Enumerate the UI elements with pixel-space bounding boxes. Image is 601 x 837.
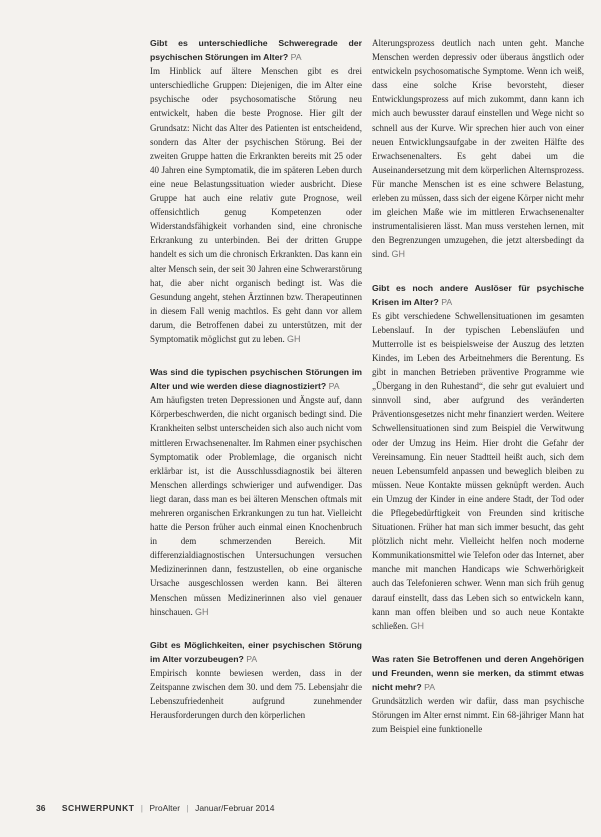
separator: |	[186, 803, 189, 813]
qa-section	[372, 36, 584, 262]
signature-tag: GH	[391, 249, 406, 260]
question-heading: Gibt es noch andere Auslöser für psychische Krisen im Alter?	[372, 282, 584, 307]
qa-section	[150, 365, 362, 619]
page-footer	[36, 803, 576, 813]
answer-body: Grundsätzlich werden wir dafür, dass man psychische Störungen im Alter ernst nimmt. Ein 68-jähriger Mann hat zum Beispiel eine funktionelle	[372, 696, 584, 735]
signature-tag: GH	[287, 333, 301, 344]
separator: |	[140, 803, 143, 813]
answer-body: Im Hinblick auf ältere Menschen gibt es drei unterschiedliche Gruppen: Diejenigen, die im Alter eine psychische oder psychosomatische Störung neu entwickelt, haben die beste Prognose. Hier gilt der Grundsatz: Nicht das Alter des Patienten ist entscheidend, sondern das Alter der psychischen Störung. Bei der zweiten Gruppe hatten die Erkrankten bereits mit 25 oder 40 Jahren eine Symptomatik, die im späteren Leben durch eine neue Belastungssituation wieder ausbricht. Diese Gruppe hat auch eine relativ gute Prognose, weil offensichtlich genug Kompetenzen oder Widerstandsfähigkeit vorhanden sind, eine chronische Erkrankung zu unterbinden. Bei der dritten Gruppe handelt es sich um die chronisch Erkrankten. Das kann ein alter Mensch sein, der seit 30 Jahren eine Schwerarstörung hat, die aber nicht organisch bedingt ist. Was die Gesundung angeht, stehen Ärztinnen bzw. Therapeutinnen in diesem Fall wenig machtlos. Es geht dann vor allem darum, die Betroffenen dabei zu unterstützen, mit der Symptomatik möglichst gut zu leben.	[150, 66, 362, 344]
qa-section	[150, 36, 362, 346]
author-tag: PA	[441, 296, 453, 307]
author-tag: PA	[246, 653, 258, 664]
qa-section	[372, 652, 584, 737]
left-column	[150, 36, 362, 741]
author-tag: PA	[424, 682, 436, 693]
qa-section	[150, 638, 362, 723]
signature-tag: GH	[195, 606, 209, 617]
question-heading: Gibt es unterschiedliche Schweregrade der psychischen Störungen im Alter?	[150, 38, 362, 63]
qa-section	[372, 281, 584, 633]
question-heading: Was sind die typischen psychischen Störungen im Alter und wie werden diese diagnostiziert?	[150, 367, 362, 392]
author-tag: PA	[290, 52, 302, 63]
signature-tag: GH	[410, 620, 424, 631]
answer-body: Alterungsprozess deutlich nach unten geht. Manche Menschen werden depressiv oder überaus ängstlich oder entwickeln psychosomatische Symptome. Wenn ich weiß, dass eine solche Krise bevorsteht, dieser Entwicklungsprozess auf mich zukommt, dann kann ich mich auch bewusster darauf einstellen und Wege nicht so schnell aus der Kurve. Wir sprechen hier auch von einer neuen Entwicklungsaufgabe in der zweiten Hälfte des Erwachsenenalters. Es geht dabei um die Auseinandersetzung mit dem körperlichen Alternsprozess. Für manche Menschen ist es eine schwere Belastung, erleben zu müssen, dass sich der eigene Körper nicht mehr im gleichen Maße wie im mittleren Erwachsenenalter instrumentalisieren lässt. Man muss verstehen lernen, mit den Begrenzungen umzugehen, die jetzt altersbedingt da sind.	[372, 38, 584, 260]
magazine-name: ProAlter	[149, 803, 181, 813]
section-label: SCHWERPUNKT	[61, 803, 135, 813]
answer-body: Empirisch konnte bewiesen werden, dass in der Zeitspanne zwischen dem 30. und dem 75. Lebensjahr die Lebenszufriedenheit aufgrund zunehmender Herausforderungen durch den körperlichen	[150, 667, 362, 721]
issue-date: Januar/Februar 2014	[195, 803, 275, 813]
question-heading: Was raten Sie Betroffenen und deren Angehörigen und Freunden, wenn sie merken, da stimmt etwas nicht mehr?	[372, 653, 584, 693]
page-number: 36	[36, 803, 46, 813]
answer-body: Am häufigsten treten Depressionen und Ängste auf, dann Körperbeschwerden, die nicht organisch bedingt sind. Die Krankheiten selbst unterscheiden sich also auch nicht vom mittleren Erwachsenenalter. Im Rahmen einer psychischen Symptomatik oder Problemlage, die organisch nicht erklärbar ist, ist die Ausschlussdiagnostik bei älteren Menschen allerdings schwieriger und aufwendiger. Das liegt daran, dass man es bei älteren Menschen oftmals mit mehreren organischen Erkrankungen zu tun hat. Vielleicht hatte die Person früher auch einmal einen Knochenbruch in dem schmerzenden Bereich. Mit differenzialdiagnostischen Untersuchungen versuchen Medizinerinnen dann, festzustellen, ob eine organische Ursache ausgeschlossen werden kann. Bei älteren Menschen müssen Medizinerinnen also viel genauer hinschauen.	[150, 395, 362, 617]
author-tag: PA	[328, 381, 340, 392]
question-heading: Gibt es Möglichkeiten, einer psychischen Störung im Alter vorzubeugen?	[150, 639, 362, 664]
right-column	[372, 36, 584, 755]
answer-body: Es gibt verschiedene Schwellensituationen im gesamten Lebenslauf. In der typischen Lebensläufen und Mutterrolle ist es beispielsweise der Auszug des letzten Kindes, im Leben des Arbeitnehmers die Berentung. Es gibt in manchen Betrieben präventive Programme wie „Übergang in den Ruhestand“, die sehr gut evaluiert und sinnvoll sind, aber aufgrund des veränderten Präventionsgesetzes nicht mehr finanziert werden. Weitere Schwellensituationen sind zum Beispiel die Verwitwung oder der Umzug ins Heim. Hier droht die Gefahr der Vereinsamung. Ein neuer Stadtteil heißt auch, sich dem neuen Lebensumfeld anpassen und beweglich bleiben zu müssen. Neue Kontakte müssen geknüpft werden. Auch ein Umzug der Kinder in eine andere Stadt, der Tod oder die Pflegebedürftigkeit von Freunden sind kritische Situationen. Früher hat man sich immer besucht, das geht plötzlich nicht mehr. Vielleicht helfen noch moderne Kommunikationsmittel wie Telefon oder das Internet, aber manche mit manchen Handicaps wie Schwerhörigkeit auch das Telefonieren schwer. Wenn man sich früh genug darauf einstellt, dass das Leben sich so entwickeln kann, kann man offen bleiben und so auch neue Kontakte schließen.	[372, 310, 584, 631]
